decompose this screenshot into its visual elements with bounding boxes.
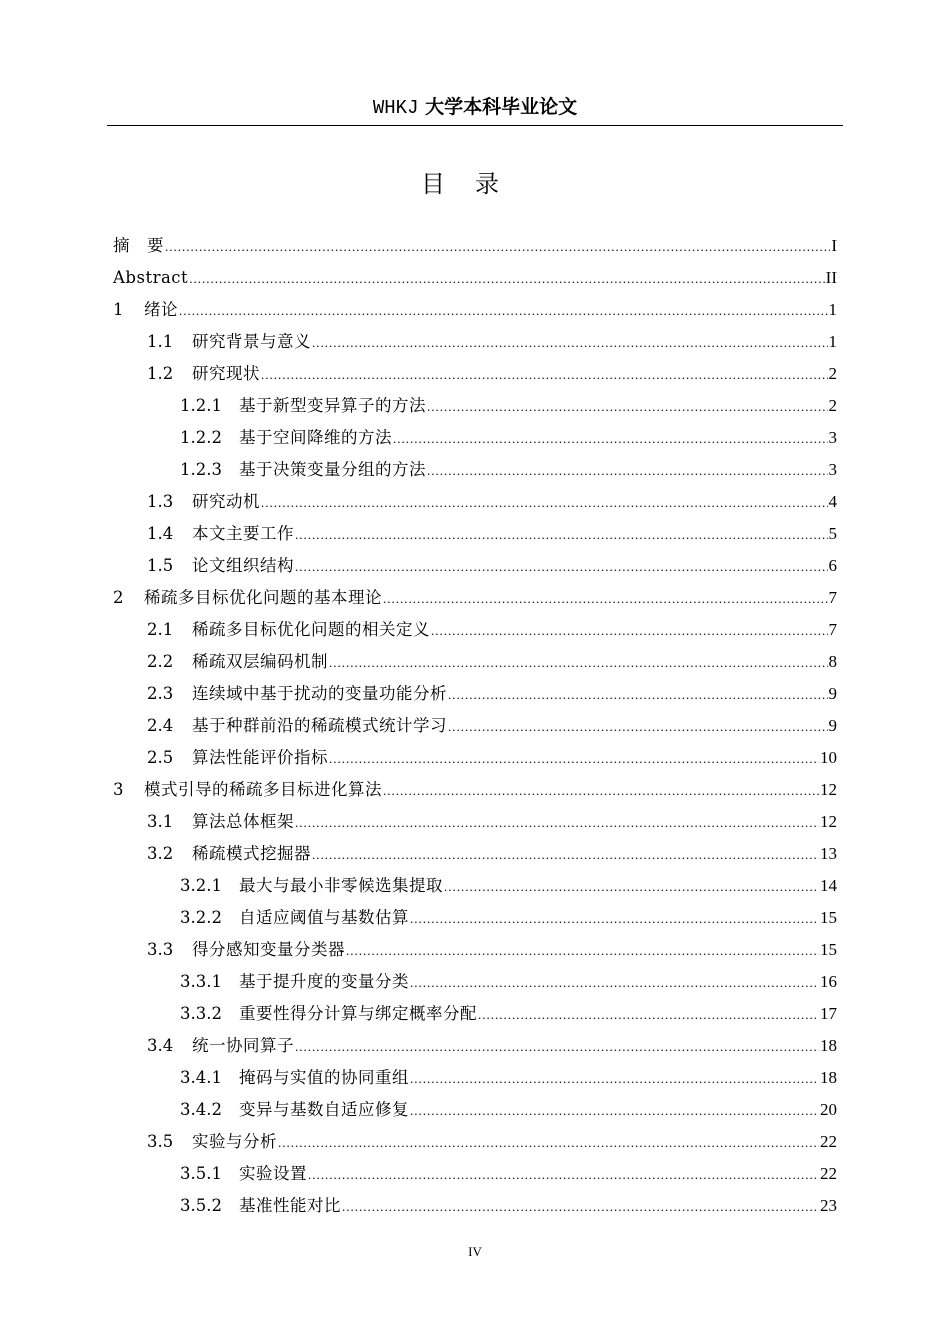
toc-entry[interactable] <box>113 774 837 806</box>
toc-entry-number: 3.5.1 <box>180 1164 222 1183</box>
toc-entry-page: 6 <box>828 556 837 575</box>
toc-leader-dots <box>308 1159 819 1191</box>
toc-entry-number: 3.5.2 <box>180 1196 222 1215</box>
toc-entry[interactable] <box>113 870 837 902</box>
toc-entry-number: 1.3 <box>147 492 174 511</box>
toc-entry[interactable] <box>113 1062 837 1094</box>
toc-entry[interactable] <box>113 998 837 1030</box>
toc-entry-number: 1.5 <box>147 556 174 575</box>
toc-entry-title: 算法总体框架 <box>192 812 294 831</box>
toc-entry-page: 23 <box>820 1196 837 1215</box>
toc-leader-dots <box>189 263 824 295</box>
toc-entry-page: 9 <box>828 716 837 735</box>
toc-leader-dots <box>312 839 819 871</box>
toc-entry-title: 基于提升度的变量分类 <box>239 972 409 991</box>
toc-entry-number: 3.3.2 <box>180 1004 222 1023</box>
toc-entry-title: 研究背景与意义 <box>192 332 311 351</box>
toc-entry-page: 12 <box>820 780 837 799</box>
toc-entry-title: 稀疏双层编码机制 <box>192 652 328 671</box>
toc-entry-number: 1.1 <box>147 332 174 351</box>
toc-entry[interactable] <box>113 1094 837 1126</box>
toc-leader-dots <box>448 711 828 743</box>
toc-leader-dots <box>478 999 819 1031</box>
toc-entry-number: 2.4 <box>147 716 174 735</box>
toc-entry-number: 1.2 <box>147 364 174 383</box>
toc-entry-title: 研究动机 <box>192 492 260 511</box>
toc-entry-title: 实验与分析 <box>192 1132 277 1151</box>
toc-entry[interactable] <box>113 838 837 870</box>
toc-entry-page: 17 <box>820 1004 837 1023</box>
toc-leader-dots <box>393 423 828 455</box>
toc-leader-dots <box>179 295 828 327</box>
toc-leader-dots <box>295 807 819 839</box>
toc-entry[interactable] <box>113 550 837 582</box>
toc-entry-page: 2 <box>828 364 837 383</box>
toc-entry-title: 研究现状 <box>192 364 260 383</box>
toc-entry-title: 绪论 <box>144 300 178 319</box>
toc-entry-title: 本文主要工作 <box>192 524 294 543</box>
toc-entry[interactable] <box>113 262 837 294</box>
toc-leader-dots <box>329 743 819 775</box>
toc-entry-title: 稀疏模式挖掘器 <box>192 844 311 863</box>
toc-entry-page: 9 <box>828 684 837 703</box>
toc-entry-page: 14 <box>820 876 837 895</box>
toc-entry-title: 稀疏多目标优化问题的基本理论 <box>144 588 382 607</box>
toc-entry-number: 1 <box>113 300 124 319</box>
toc-entry[interactable] <box>113 230 837 262</box>
toc-entry-number: 1.2.3 <box>180 460 222 479</box>
toc-entry-number: 1.2.1 <box>180 396 222 415</box>
toc-entry-page: 18 <box>820 1036 837 1055</box>
toc-entry-title: 掩码与实值的协同重组 <box>239 1068 409 1087</box>
toc-leader-dots <box>427 455 828 487</box>
toc-entry[interactable] <box>113 806 837 838</box>
toc-entry[interactable] <box>113 358 837 390</box>
toc-entry-title: 摘 要 <box>113 236 164 255</box>
toc-leader-dots <box>295 519 828 551</box>
toc-leader-dots <box>295 551 828 583</box>
toc-entry-number: 2 <box>113 588 124 607</box>
toc-leader-dots <box>346 935 819 967</box>
toc-entry-page: 4 <box>828 492 837 511</box>
header-title: 大学本科毕业论文 <box>425 96 578 118</box>
toc-entry[interactable] <box>113 646 837 678</box>
toc-entry[interactable] <box>113 710 837 742</box>
toc-entry-title: 变异与基数自适应修复 <box>239 1100 409 1119</box>
toc-leader-dots <box>410 903 819 935</box>
toc-entry-title: 基准性能对比 <box>239 1196 341 1215</box>
header-rule <box>107 125 843 126</box>
toc-leader-dots <box>329 647 828 679</box>
toc-entry-number: 3.2.1 <box>180 876 222 895</box>
toc-entry[interactable] <box>113 934 837 966</box>
toc-entry-page: 2 <box>828 396 837 415</box>
toc-leader-dots <box>342 1191 819 1223</box>
toc-entry-page: 3 <box>828 428 837 447</box>
toc-entry[interactable] <box>113 486 837 518</box>
toc-entry-number: 2.3 <box>147 684 174 703</box>
toc-entry-page: 1 <box>828 300 837 319</box>
toc-entry-title: 最大与最小非零候选集提取 <box>239 876 443 895</box>
toc-entry[interactable] <box>113 1158 837 1190</box>
toc-entry-title: 稀疏多目标优化问题的相关定义 <box>192 620 430 639</box>
toc-leader-dots <box>410 1063 819 1095</box>
toc-entry[interactable] <box>113 326 837 358</box>
toc-entry-title: Abstract <box>113 268 189 287</box>
toc-entry-number: 3.3 <box>147 940 174 959</box>
toc-entry[interactable] <box>113 1030 837 1062</box>
toc-entry[interactable] <box>113 454 837 486</box>
toc-entry-title: 基于空间降维的方法 <box>239 428 392 447</box>
toc-entry[interactable] <box>113 422 837 454</box>
toc-entry[interactable] <box>113 742 837 774</box>
toc-entry-title: 实验设置 <box>239 1164 307 1183</box>
toc-entry[interactable] <box>113 1126 837 1158</box>
toc-entry-page: II <box>825 268 837 287</box>
header-school-abbr: WHKJ <box>372 97 419 119</box>
toc-entry-title: 得分感知变量分类器 <box>192 940 345 959</box>
toc-entry-title: 基于新型变异算子的方法 <box>239 396 426 415</box>
toc-entry-number: 3.1 <box>147 812 174 831</box>
toc-entry-page: 12 <box>820 812 837 831</box>
toc-entry[interactable] <box>113 1190 837 1222</box>
toc-entry-page: 15 <box>820 940 837 959</box>
toc-entry-number: 3.3.1 <box>180 972 222 991</box>
toc-leader-dots <box>261 359 828 391</box>
toc-entry[interactable] <box>113 902 837 934</box>
table-of-contents <box>113 230 837 1222</box>
toc-entry[interactable] <box>113 966 837 998</box>
toc-entry-page: 5 <box>828 524 837 543</box>
toc-entry-number: 3.4.2 <box>180 1100 222 1119</box>
toc-entry-page: 16 <box>820 972 837 991</box>
toc-entry-page: 15 <box>820 908 837 927</box>
toc-leader-dots <box>278 1127 819 1159</box>
toc-title: 目录 <box>421 170 529 198</box>
toc-entry-page: 22 <box>820 1164 837 1183</box>
toc-entry-title: 连续域中基于扰动的变量功能分析 <box>192 684 447 703</box>
toc-entry[interactable] <box>113 678 837 710</box>
toc-entry-page: 1 <box>828 332 837 351</box>
toc-entry-title: 算法性能评价指标 <box>192 748 328 767</box>
page-number: IV <box>468 1244 482 1259</box>
toc-entry-title: 基于决策变量分组的方法 <box>239 460 426 479</box>
toc-entry-number: 3.2 <box>147 844 174 863</box>
toc-entry-number: 2.5 <box>147 748 174 767</box>
toc-entry-number: 3.4 <box>147 1036 174 1055</box>
toc-entry[interactable] <box>113 518 837 550</box>
toc-leader-dots <box>165 231 830 263</box>
toc-entry-number: 2.2 <box>147 652 174 671</box>
toc-leader-dots <box>383 583 828 615</box>
toc-leader-dots <box>261 487 828 519</box>
toc-entry-page: 7 <box>828 588 837 607</box>
toc-entry[interactable] <box>113 294 837 326</box>
toc-entry-page: 13 <box>820 844 837 863</box>
toc-leader-dots <box>383 775 819 807</box>
toc-entry-page: 20 <box>820 1100 837 1119</box>
toc-entry-number: 3.2.2 <box>180 908 222 927</box>
toc-entry[interactable] <box>113 614 837 646</box>
toc-entry[interactable] <box>113 582 837 614</box>
toc-entry-number: 3 <box>113 780 124 799</box>
toc-entry-number: 1.4 <box>147 524 174 543</box>
toc-entry-page: 22 <box>820 1132 837 1151</box>
toc-entry-number: 3.4.1 <box>180 1068 222 1087</box>
toc-entry-page: 3 <box>828 460 837 479</box>
toc-entry-number: 3.5 <box>147 1132 174 1151</box>
toc-entry-page: 18 <box>820 1068 837 1087</box>
toc-entry-page: 7 <box>828 620 837 639</box>
toc-entry-title: 统一协同算子 <box>192 1036 294 1055</box>
toc-entry-page: I <box>831 236 837 255</box>
toc-leader-dots <box>448 679 828 711</box>
toc-entry-title: 基于种群前沿的稀疏模式统计学习 <box>192 716 447 735</box>
toc-leader-dots <box>444 871 819 903</box>
toc-leader-dots <box>410 1095 819 1127</box>
toc-leader-dots <box>431 615 828 647</box>
toc-entry-title: 自适应阈值与基数估算 <box>239 908 409 927</box>
toc-entry-number: 1.2.2 <box>180 428 222 447</box>
toc-leader-dots <box>295 1031 819 1063</box>
toc-entry[interactable] <box>113 390 837 422</box>
toc-entry-page: 8 <box>828 652 837 671</box>
toc-leader-dots <box>312 327 828 359</box>
toc-leader-dots <box>427 391 828 423</box>
running-header <box>107 94 843 121</box>
toc-entry-number: 2.1 <box>147 620 174 639</box>
toc-entry-title: 论文组织结构 <box>192 556 294 575</box>
toc-entry-title: 模式引导的稀疏多目标进化算法 <box>144 780 382 799</box>
toc-leader-dots <box>410 967 819 999</box>
toc-entry-page: 10 <box>820 748 837 767</box>
toc-entry-title: 重要性得分计算与绑定概率分配 <box>239 1004 477 1023</box>
